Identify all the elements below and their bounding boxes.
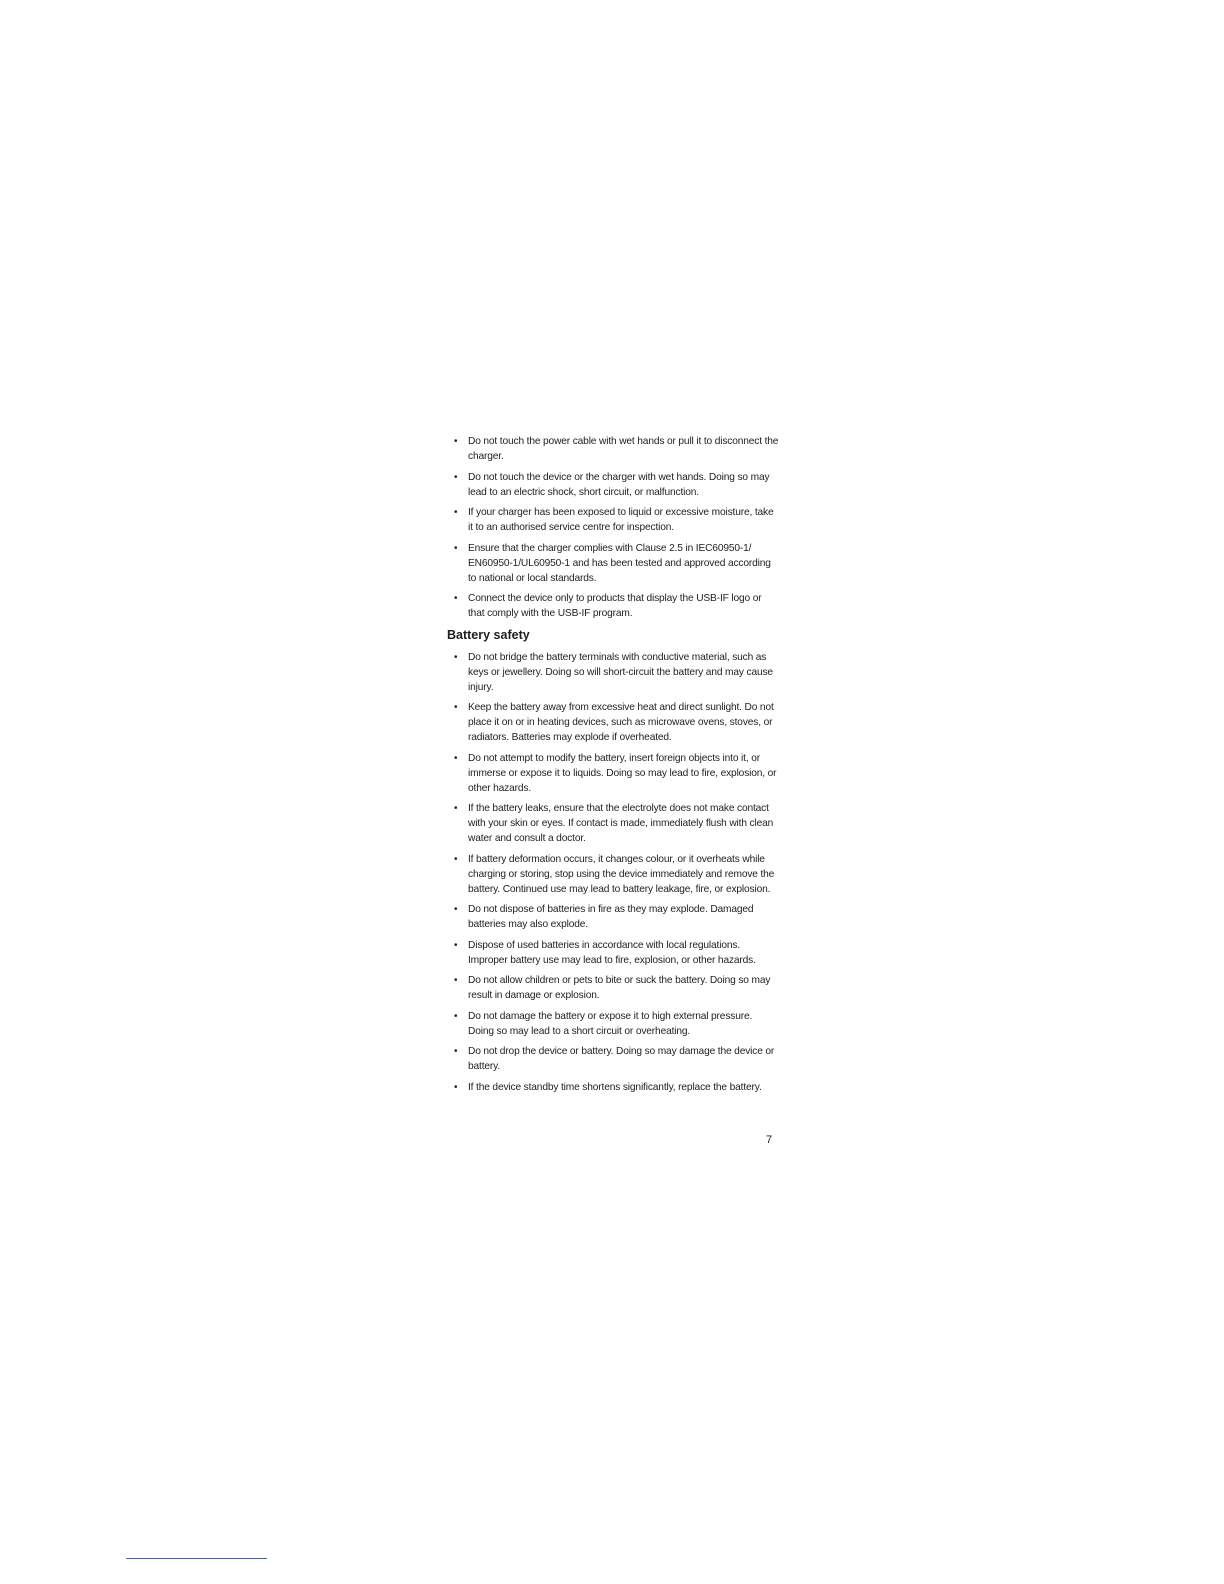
bullet-icon: • xyxy=(454,752,458,764)
list-item-text: Do not damage the battery or expose it to high external pressure. Doing so may lead to a short circuit or overheating. xyxy=(468,1010,753,1037)
bullet-icon: • xyxy=(454,702,458,713)
list-item-text: If the device standby time shortens significantly, replace the battery. xyxy=(468,1081,762,1093)
list-item xyxy=(447,1044,779,1074)
bullet-icon: • xyxy=(454,803,458,814)
list-item xyxy=(447,902,779,932)
list-item xyxy=(447,650,779,695)
list-item-text: Keep the battery away from excessive heat and direct sunlight. Do not place it on or in heating devices, such as microwave ovens, stoves, or radiators. Batteries may explode if overheated. xyxy=(468,702,774,743)
list-item-text: Do not touch the power cable with wet hands or pull it to disconnect the charger. xyxy=(468,436,779,462)
charger-safety-list xyxy=(447,434,779,621)
bullet-icon: • xyxy=(454,853,458,865)
list-item-text: If battery deformation occurs, it changes colour, or it overheats while charging or storing, stop using the device immediately and remove the battery. Continued use may lead to battery leakage, fire, or explosion. xyxy=(468,853,775,895)
list-item-text: If your charger has been exposed to liquid or excessive moisture, take it to an authorised service centre for inspection. xyxy=(468,507,774,533)
list-item xyxy=(447,1080,779,1095)
bullet-icon: • xyxy=(454,507,458,518)
list-item xyxy=(447,973,779,1003)
list-item xyxy=(447,801,779,846)
list-item xyxy=(447,938,779,968)
page-content xyxy=(447,434,779,1100)
list-item xyxy=(447,1009,779,1039)
list-item-text: Do not dispose of batteries in fire as they may explode. Damaged batteries may also explode. xyxy=(468,904,754,930)
bullet-icon: • xyxy=(454,471,458,483)
battery-safety-list xyxy=(447,650,779,1095)
list-item xyxy=(447,541,779,586)
footnote-divider xyxy=(126,1558,267,1559)
list-item xyxy=(447,591,779,621)
list-item xyxy=(447,434,779,464)
bullet-icon: • xyxy=(454,593,458,604)
list-item xyxy=(447,505,779,535)
bullet-icon: • xyxy=(454,904,458,915)
list-item-text: Dispose of used batteries in accordance with local regulations. Improper battery use may lead to fire, explosion, or other hazards. xyxy=(468,939,756,966)
list-item xyxy=(447,751,779,796)
bullet-icon: • xyxy=(454,975,458,986)
bullet-icon: • xyxy=(454,542,458,554)
list-item-text: If the battery leaks, ensure that the electrolyte does not make contact with your skin or eyes. If contact is made, immediately flush with clean water and consult a doctor. xyxy=(468,803,774,844)
bullet-icon: • xyxy=(454,1046,458,1057)
list-item-text: Do not bridge the battery terminals with conductive material, such as keys or jewellery. Doing so will short-circuit the battery and may cause injury. xyxy=(468,651,773,693)
list-item-text: Connect the device only to products that display the USB-IF logo or that comply with the USB-IF program. xyxy=(468,593,762,619)
bullet-icon: • xyxy=(454,651,458,663)
list-item xyxy=(447,470,779,500)
bullet-icon: • xyxy=(454,436,458,447)
list-item-text: Do not touch the device or the charger with wet hands. Doing so may lead to an electric shock, short circuit, or malfunction. xyxy=(468,471,770,498)
list-item xyxy=(447,852,779,897)
list-item xyxy=(447,700,779,745)
list-item-text: Ensure that the charger complies with Clause 2.5 in IEC60950-1/ EN60950-1/UL60950-1 and has been tested and approved according to national or local standards. xyxy=(468,542,771,584)
bullet-icon: • xyxy=(454,939,458,951)
bullet-icon: • xyxy=(454,1010,458,1022)
list-item-text: Do not drop the device or battery. Doing so may damage the device or battery. xyxy=(468,1046,775,1072)
list-item-text: Do not attempt to modify the battery, insert foreign objects into it, or immerse or expose it to liquids. Doing so may lead to fire, explosion, or other hazards. xyxy=(468,752,777,794)
list-item-text: Do not allow children or pets to bite or suck the battery. Doing so may result in damage or explosion. xyxy=(468,975,771,1001)
page-number: 7 xyxy=(766,1134,773,1146)
bullet-icon: • xyxy=(454,1081,458,1093)
section-heading-battery-safety: Battery safety xyxy=(447,627,530,642)
